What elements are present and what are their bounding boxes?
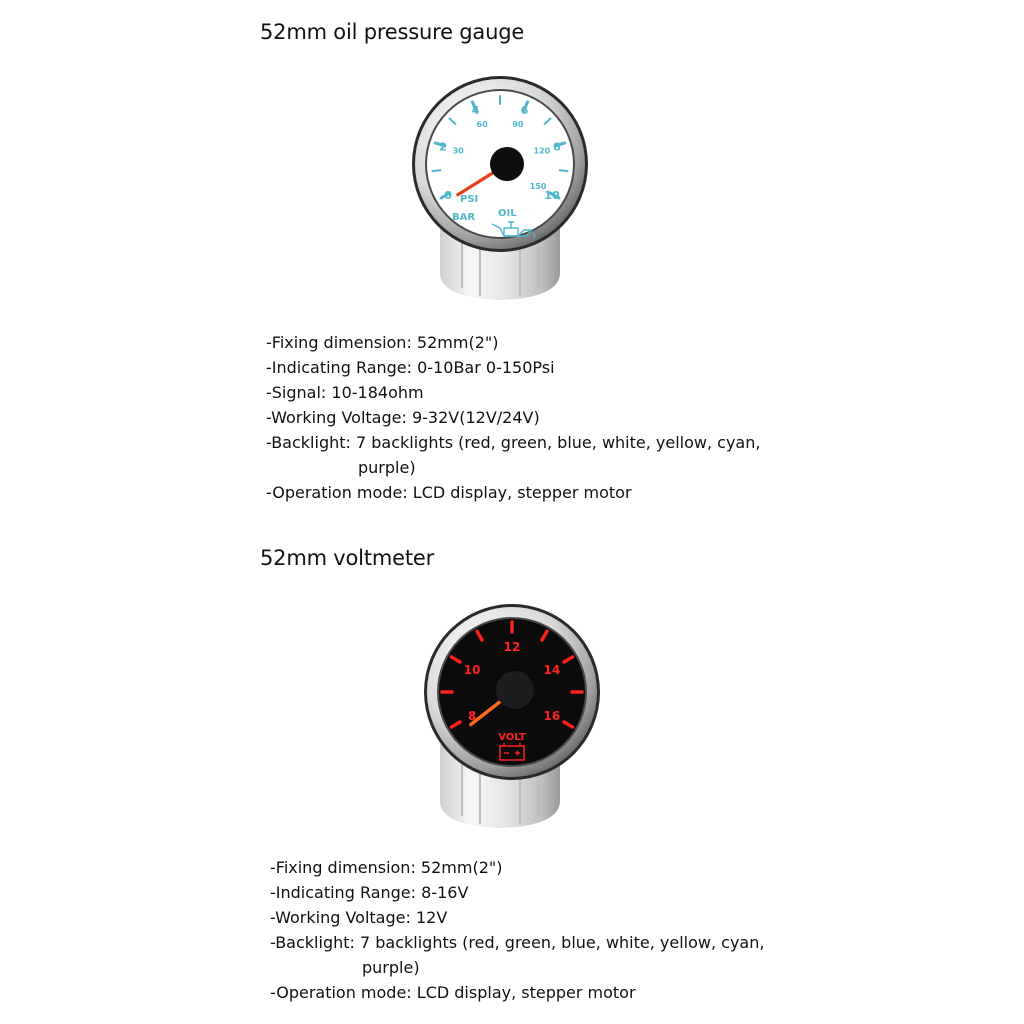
bar-label: 0 bbox=[444, 189, 452, 202]
volt-label: 8 bbox=[467, 709, 477, 723]
oil-label: OIL bbox=[498, 208, 517, 219]
spec-line: -Fixing dimension: 52mm(2") bbox=[266, 333, 499, 352]
spec-line: -Indicating Range: 0-10Bar 0-150Psi bbox=[266, 358, 555, 377]
unit-volt-label: VOLT bbox=[498, 732, 526, 743]
volt-label: 10 bbox=[463, 663, 481, 677]
spec-line: -Operation mode: LCD display, stepper motor bbox=[270, 983, 636, 1002]
bar-label: 2 bbox=[439, 140, 447, 154]
voltmeter-image bbox=[400, 594, 600, 834]
bar-label: 10 bbox=[544, 189, 560, 202]
bar-label: 4 bbox=[471, 104, 480, 118]
spec-line: -Fixing dimension: 52mm(2") bbox=[270, 858, 503, 877]
psi-label: 150 bbox=[529, 182, 547, 191]
needle-hub bbox=[496, 671, 534, 709]
oil-pressure-gauge-image bbox=[400, 66, 600, 306]
spec-line: -Backlight: 7 backlights (red, green, blue, white, yellow, cyan, purple) bbox=[266, 433, 761, 477]
scale-tick bbox=[432, 170, 440, 171]
spec-line: -Backlight: 7 backlights (red, green, blue, white, yellow, cyan, purple) bbox=[270, 933, 765, 977]
spec-line: -Working Voltage: 9-32V(12V/24V) bbox=[266, 408, 540, 427]
psi-label: 60 bbox=[476, 119, 488, 129]
unit-bar-label: BAR bbox=[452, 212, 476, 223]
unit-psi-label: PSI bbox=[460, 194, 479, 205]
voltmeter-title: 52mm voltmeter bbox=[260, 546, 435, 570]
bar-label: 6 bbox=[520, 104, 529, 118]
spec-line: -Operation mode: LCD display, stepper motor bbox=[266, 483, 632, 502]
volt-label: 14 bbox=[543, 663, 561, 677]
oil-gauge-specs bbox=[266, 330, 760, 505]
spec-line: -Signal: 10-184ohm bbox=[266, 383, 424, 402]
bar-label: 8 bbox=[553, 140, 561, 154]
psi-label: 30 bbox=[452, 146, 464, 156]
spec-line: -Indicating Range: 8-16V bbox=[270, 883, 469, 902]
scale-tick bbox=[560, 170, 568, 171]
psi-label: 90 bbox=[512, 119, 524, 129]
needle-hub bbox=[490, 147, 524, 181]
spec-line: -Working Voltage: 12V bbox=[270, 908, 448, 927]
volt-label: 12 bbox=[503, 640, 521, 654]
volt-label: 16 bbox=[543, 709, 561, 723]
oil-gauge-title: 52mm oil pressure gauge bbox=[260, 20, 525, 44]
psi-label: 120 bbox=[533, 146, 551, 156]
voltmeter-specs bbox=[270, 855, 764, 1005]
